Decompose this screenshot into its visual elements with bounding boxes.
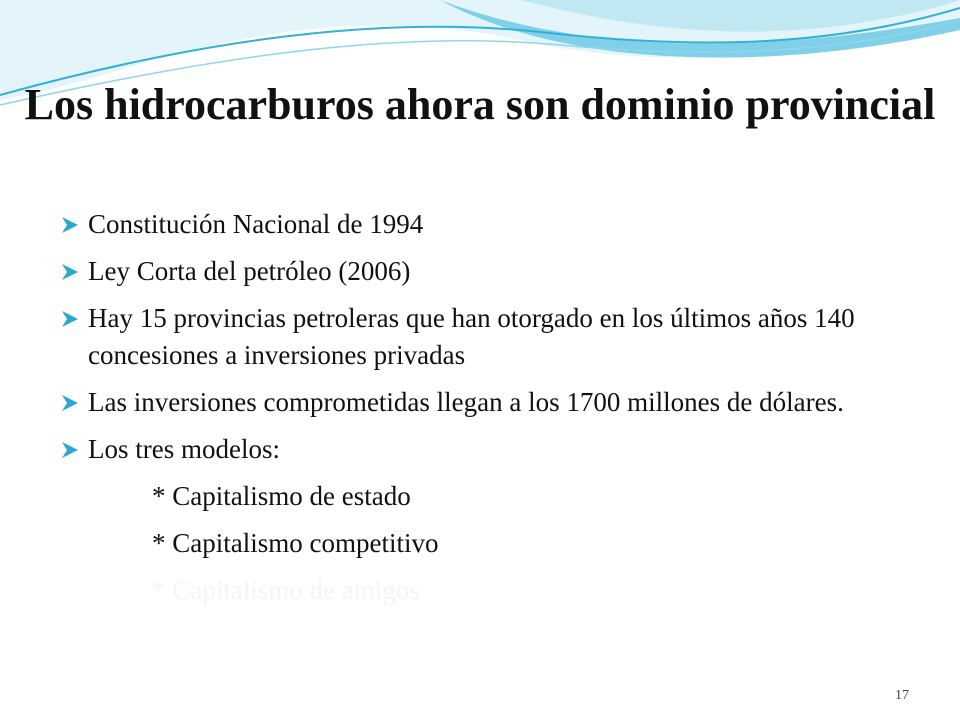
page-number: 17 xyxy=(895,688,909,703)
bullet-text: Ley Corta del petróleo (2006) xyxy=(88,256,411,286)
sub-item: * Capitalismo de estado xyxy=(152,481,411,511)
bullet-text: Las inversiones comprometidas llegan a los 1700 millones de dólares. xyxy=(88,387,844,417)
slide-title: Los hidrocarburos ahora son dominio provincial xyxy=(24,80,936,129)
arrowhead-bullet-icon xyxy=(60,216,80,234)
arrowhead-bullet-icon xyxy=(60,263,80,281)
bullet-text: Constitución Nacional de 1994 xyxy=(88,209,424,239)
bullet-text: Hay 15 provincias petroleras que han otorgado en los últimos años 140 concesiones a inversiones privadas xyxy=(88,303,855,370)
list-item xyxy=(60,431,920,468)
list-item xyxy=(60,384,920,421)
list-item xyxy=(60,206,920,243)
list-item xyxy=(60,253,920,290)
bullet-text: Los tres modelos: xyxy=(88,434,280,464)
sub-item: * Capitalismo competitivo xyxy=(152,528,439,558)
bullet-list xyxy=(60,206,920,619)
arrowhead-bullet-icon xyxy=(60,441,80,459)
list-item xyxy=(60,300,920,374)
sub-item-faded: * Capitalismo de amigos xyxy=(152,575,420,605)
arrowhead-bullet-icon xyxy=(60,394,80,412)
arrowhead-bullet-icon xyxy=(60,310,80,328)
